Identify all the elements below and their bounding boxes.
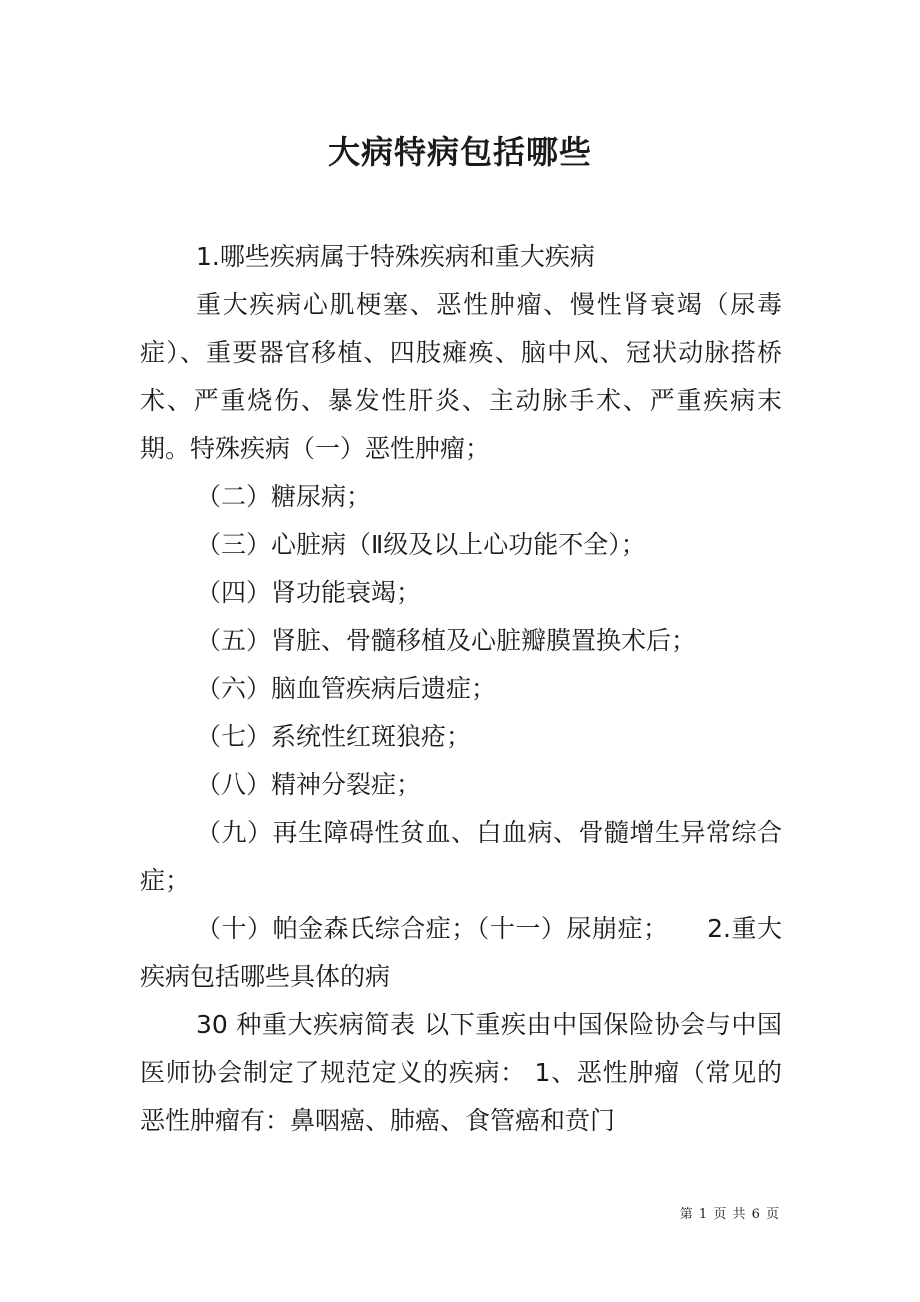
paragraph: （五）肾脏、骨髓移植及心脏瓣膜置换术后； <box>196 626 697 655</box>
paragraph: （四）肾功能衰竭； <box>196 578 422 607</box>
paragraph: （八）精神分裂症； <box>196 770 422 799</box>
paragraph: （七）系统性红斑狼疮； <box>196 722 472 751</box>
document-body <box>140 233 782 1145</box>
paragraph: （三）心脏病（Ⅱ级及以上心功能不全）； <box>196 530 646 559</box>
paragraph: （二）糖尿病； <box>196 482 372 511</box>
paragraph: 重大疾病心肌梗塞、恶性肿瘤、慢性肾衰竭（尿毒症）、重要器官移植、四肢瘫痪、脑中风、冠状动脉搭桥术、严重烧伤、暴发性肝炎、主动脉手术、严重疾病末期。特殊疾病（一）恶性肿瘤； <box>140 290 782 463</box>
paragraph: （九）再生障碍性贫血、白血病、骨髓增生异常综合症； <box>140 818 782 895</box>
paragraph: 1.哪些疾病属于特殊疾病和重大疾病 <box>196 242 595 271</box>
page-number-footer: 第 1 页 共 6 页 <box>679 1207 780 1222</box>
paragraph: （十）帕金森氏综合症；（十一）尿崩症； 2.重大疾病包括哪些具体的病 <box>140 914 782 991</box>
paragraph: （六）脑血管疾病后遗症； <box>196 674 497 703</box>
paragraph: 30 种重大疾病简表 以下重疾由中国保险协会与中国医师协会制定了规范定义的疾病： 1、恶性肿瘤（常见的恶性肿瘤有：鼻咽癌、肺癌、食管癌和贲门 <box>140 1010 782 1135</box>
document-title: 大病特病包括哪些 <box>327 133 592 171</box>
